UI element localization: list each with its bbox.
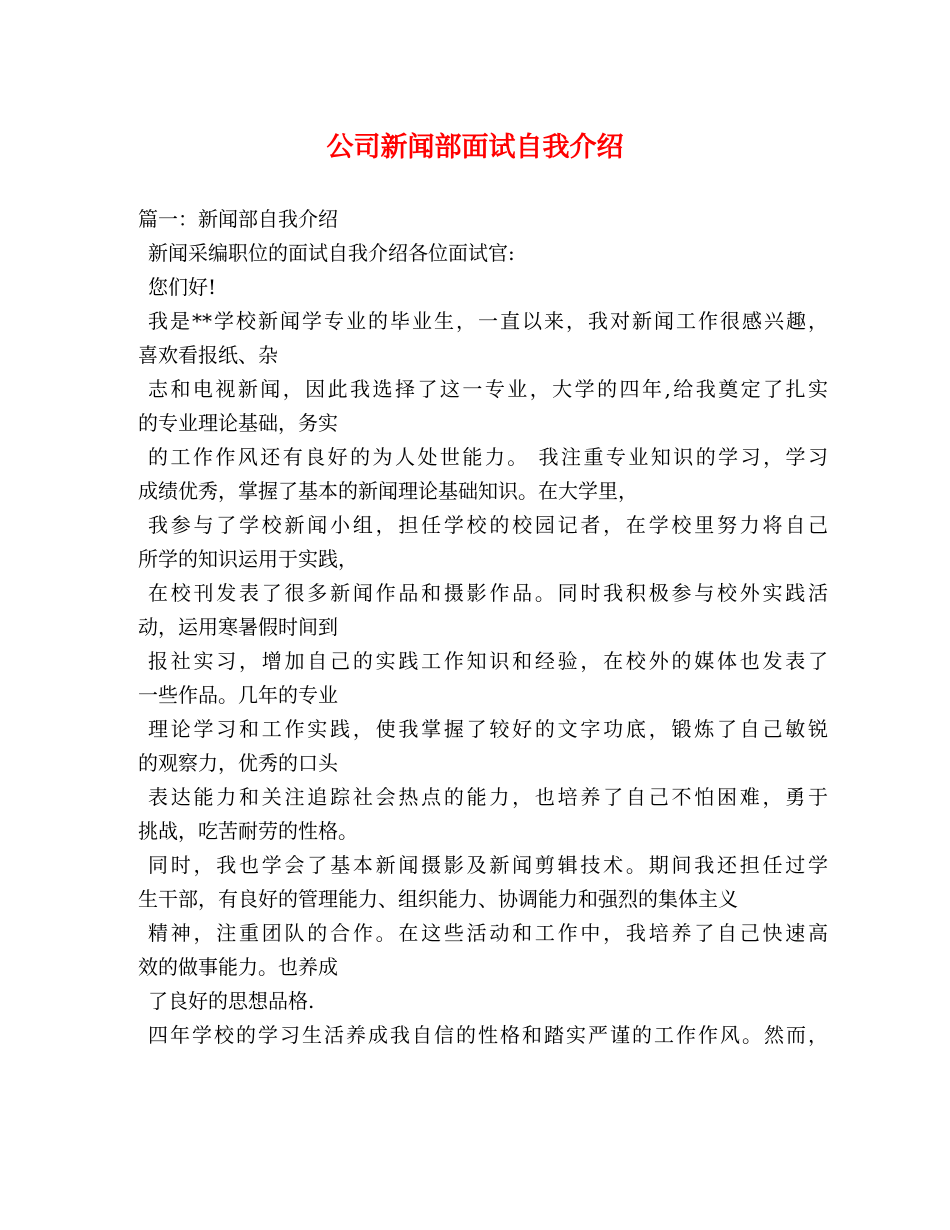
text-line: 新闻采编职位的面试自我介绍各位面试官: [148, 241, 515, 265]
text-line: 报社实习，增加自己的实践工作知识和经验，在校外的媒体也发表了 [148, 649, 828, 673]
text-line: 效的做事能力。也养成 [138, 955, 338, 979]
document-title: 公司新闻部面试自我介绍 [326, 132, 624, 163]
text-line: 同时，我也学会了基本新闻摄影及新闻剪辑技术。期间我还担任过学 [148, 853, 828, 877]
text-line: 志和电视新闻，因此我选择了这一专业，大学的四年,给我奠定了扎实 [148, 377, 828, 401]
text-line: 篇一：新闻部自我介绍 [138, 207, 338, 231]
text-line: 的工作作风还有良好的为人处世能力。 我注重专业知识的学习，学习 [148, 445, 828, 469]
text-line: 了良好的思想品格. [148, 989, 315, 1013]
text-line: 喜欢看报纸、杂 [138, 343, 278, 367]
text-line: 所学的知识运用于实践， [138, 547, 358, 571]
text-line: 的观察力，优秀的口头 [138, 751, 338, 775]
text-line: 精神，注重团队的合作。在这些活动和工作中，我培养了自己快速高 [148, 921, 828, 945]
text-line: 一些作品。几年的专业 [138, 683, 338, 707]
text-line: 生干部，有良好的管理能力、组织能力、协调能力和强烈的集体主义 [138, 887, 738, 911]
text-line: 表达能力和关注追踪社会热点的能力，也培养了自己不怕困难，勇于 [148, 785, 828, 809]
text-line: 在校刊发表了很多新闻作品和摄影作品。同时我积极参与校外实践活 [148, 581, 828, 605]
text-line: 理论学习和工作实践，使我掌握了较好的文字功底，锻炼了自己敏锐 [148, 717, 828, 741]
text-line: 我是**学校新闻学专业的毕业生，一直以来，我对新闻工作很感兴趣， [148, 309, 828, 333]
text-line: 四年学校的学习生活养成我自信的性格和踏实严谨的工作作风。然而， [148, 1023, 828, 1047]
text-line: 我参与了学校新闻小组，担任学校的校园记者，在学校里努力将自己 [148, 513, 828, 537]
document-body [138, 202, 828, 1052]
text-line: 动，运用寒暑假时间到 [138, 615, 338, 639]
text-line: 挑战，吃苦耐劳的性格。 [138, 819, 358, 843]
text-line: 成绩优秀，掌握了基本的新闻理论基础知识。在大学里， [138, 479, 638, 503]
text-line: 的专业理论基础，务实 [138, 411, 338, 435]
text-line: 您们好! [148, 275, 217, 299]
